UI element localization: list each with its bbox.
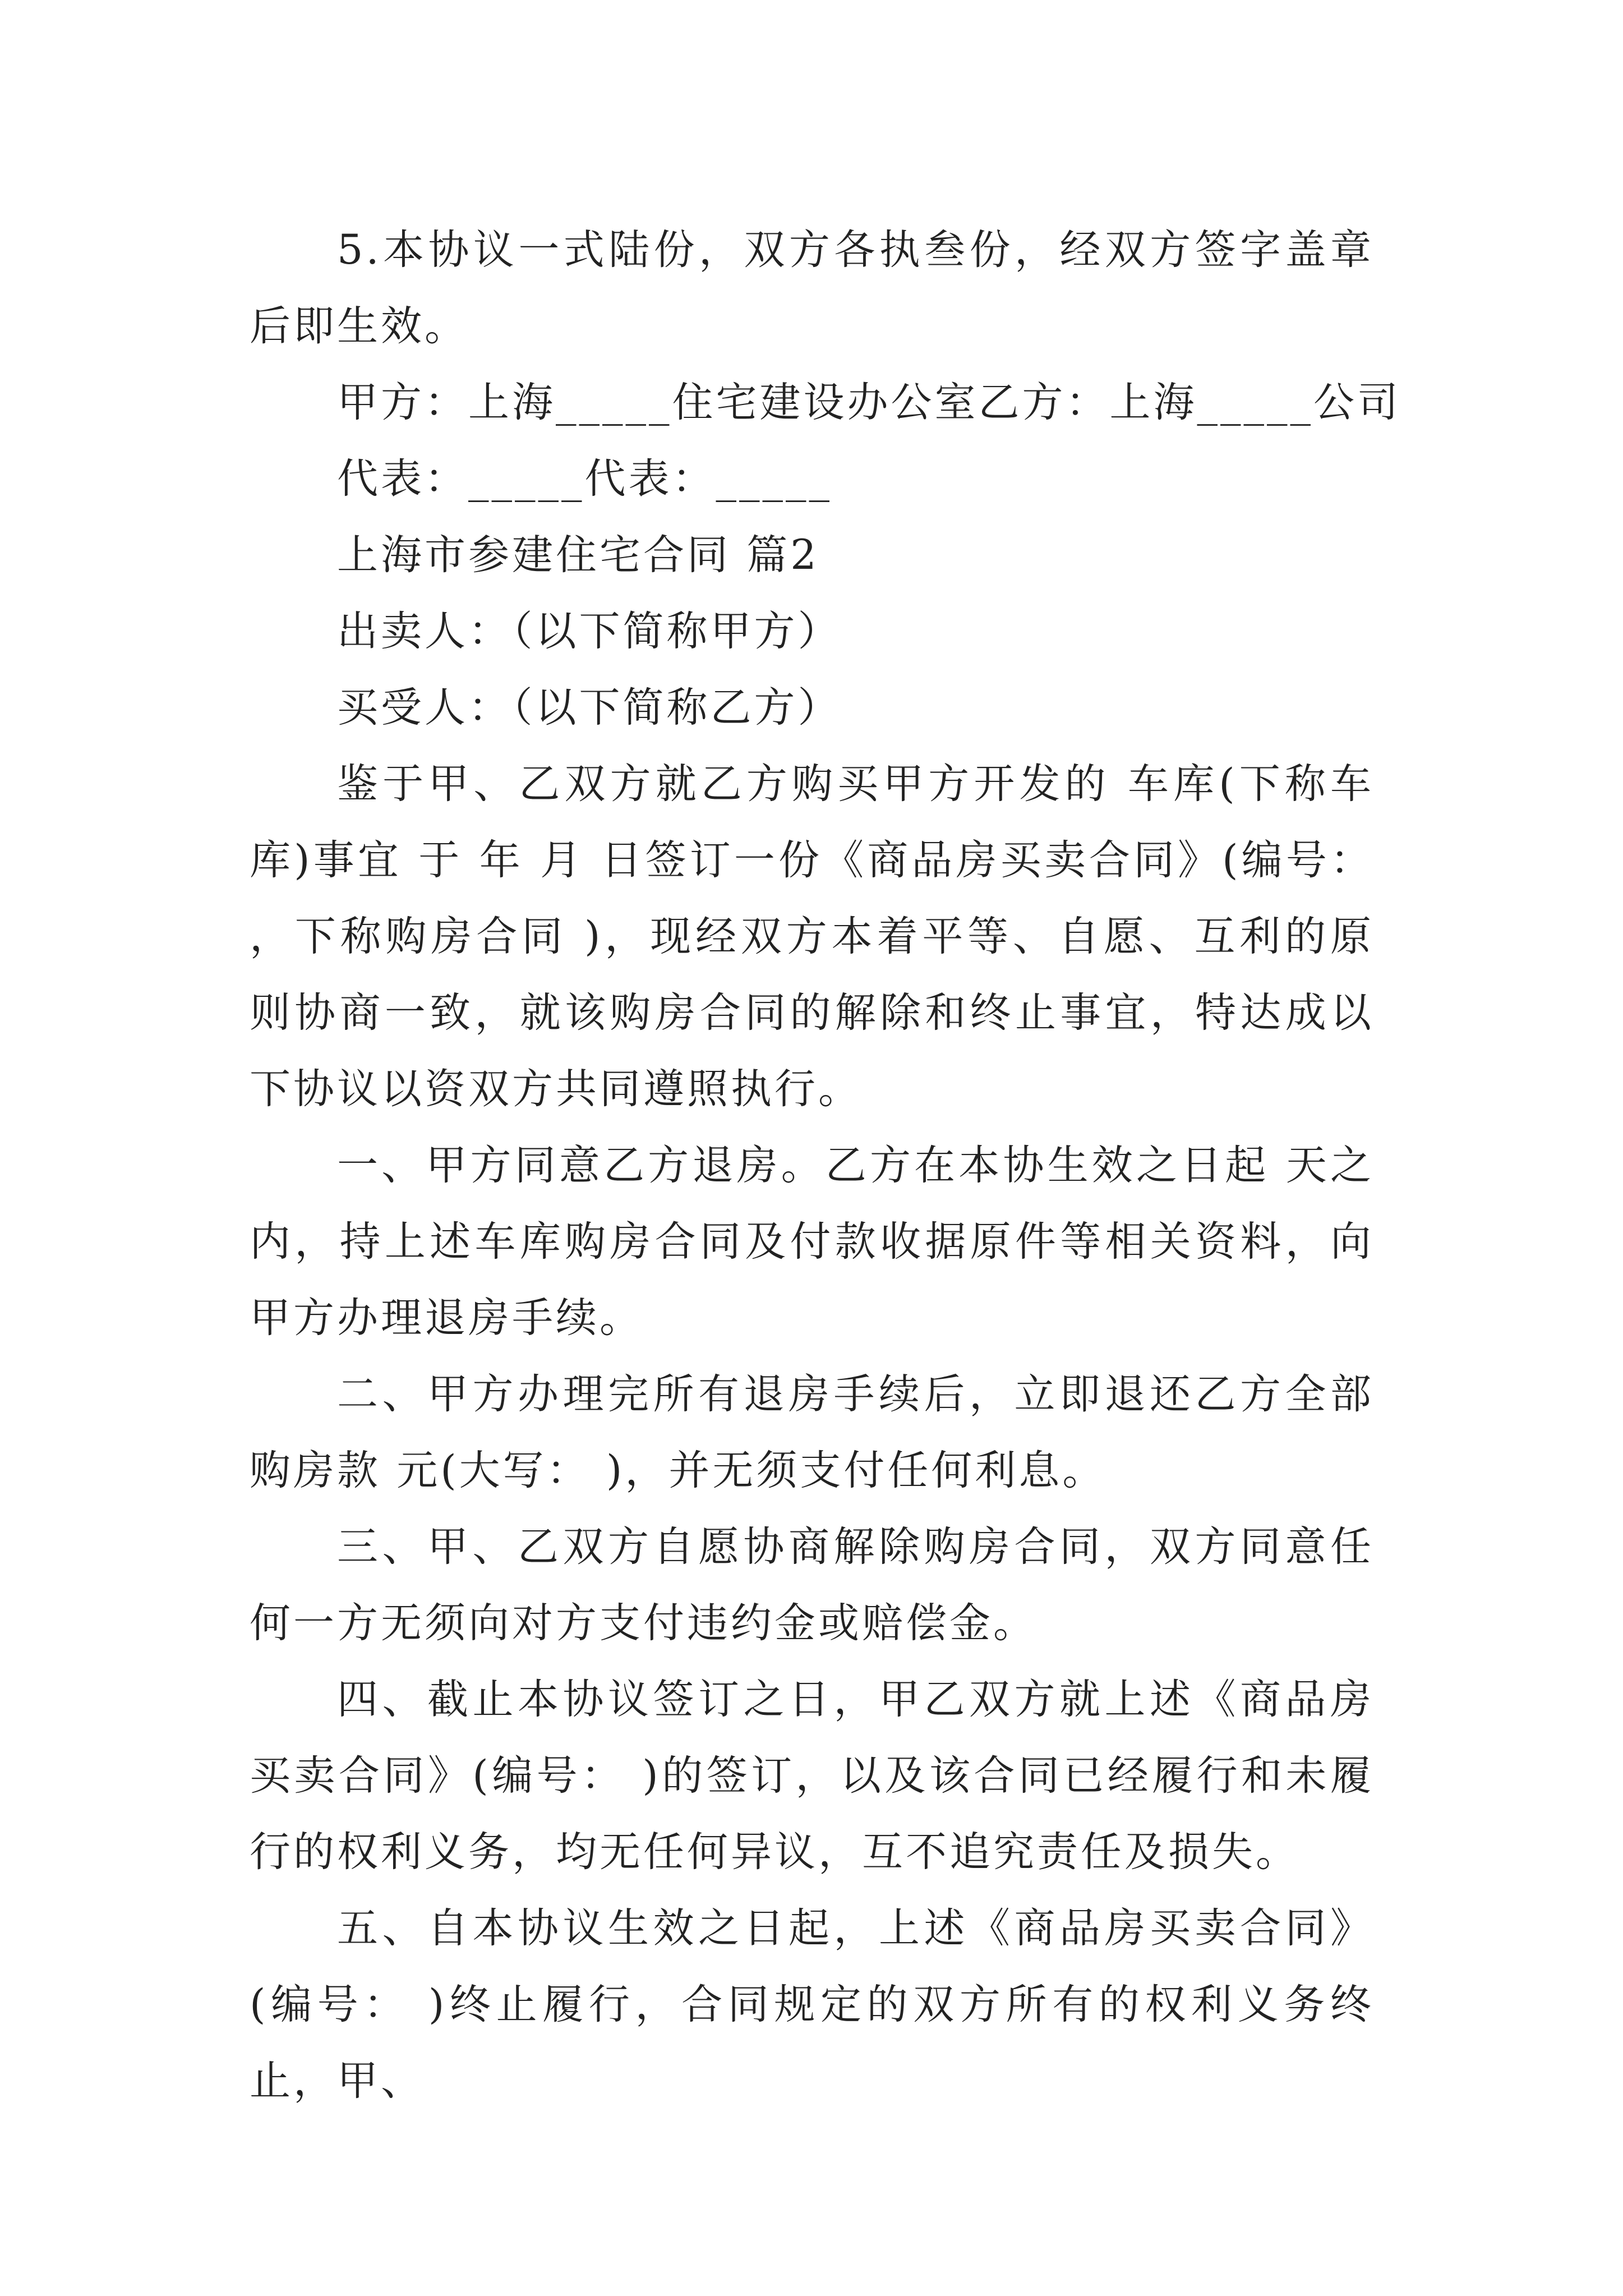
article-4-paragraph: 四、截止本协议签订之日，甲乙双方就上述《商品房买卖合同》(编号： )的签订，以及该合同已经履行和未履行的权利义务，均无任何异议，互不追究责任及损失。 — [250, 1676, 1374, 1876]
section-title: 上海市参建住宅合同 篇2 — [337, 531, 819, 579]
representative-signature-line: 代表：_____代表：_____ — [337, 455, 832, 503]
article-5-paragraph: 五、自本协议生效之日起，上述《商品房买卖合同》(编号： )终止履行，合同规定的双方所有的权利义务终止，甲、 — [250, 1904, 1374, 2105]
article-2-paragraph: 二、甲方办理完所有退房手续后，立即退还乙方全部购房款 元(大写： )，并无须支付任何利息。 — [250, 1370, 1374, 1494]
buyer-line: 买受人：（以下简称乙方） — [337, 684, 842, 731]
seller-line: 出卖人：（以下简称甲方） — [337, 608, 842, 655]
article-1-paragraph: 一、甲方同意乙方退房。乙方在本协生效之日起 天之内，持上述车库购房合同及付款收据原件等相关资料，向甲方办理退房手续。 — [250, 1142, 1374, 1342]
document-body — [250, 212, 1401, 2119]
article-3-paragraph: 三、甲、乙双方自愿协商解除购房合同，双方同意任何一方无须向对方支付违约金或赔偿金。 — [250, 1523, 1374, 1647]
clause-5-paragraph: 5.本协议一式陆份，双方各执叁份，经双方签字盖章后即生效。 — [250, 226, 1374, 350]
preamble-paragraph: 鉴于甲、乙双方就乙方购买甲方开发的 车库(下称车库)事宜 于 年 月 日签订一份《商品房买卖合同》(编号： ，下称购房合同 )，现经双方本着平等、自愿、互利的原则协商一致，就该购房合同的解除和终止事宜，特达成以下协议以资双方共同遵照执行。 — [250, 760, 1374, 1113]
party-signature-line: 甲方：上海_____住宅建设办公室乙方：上海_____公司 — [337, 379, 1401, 426]
